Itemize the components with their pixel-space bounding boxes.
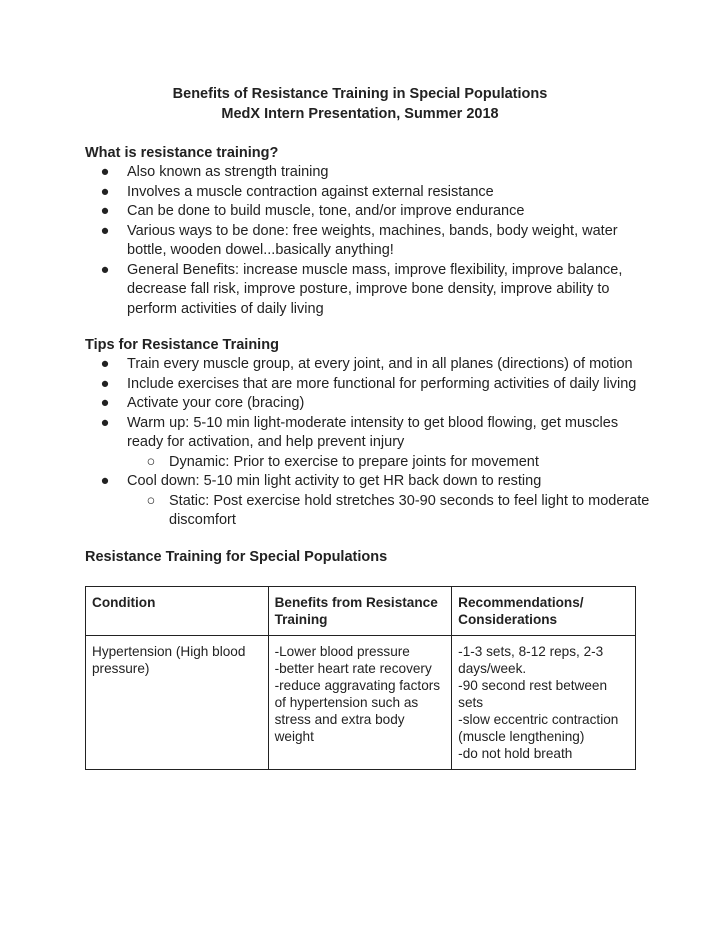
list-item: ● Involves a muscle contraction against external resistance	[85, 183, 645, 203]
column-header-recommendations: Recommendations/ Considerations	[452, 587, 636, 636]
bullet-icon: ●	[100, 261, 110, 278]
sub-list-item: ○ Static: Post exercise hold stretches 30-90 seconds to feel light to moderate discomfort	[146, 492, 650, 528]
list-item: ● Include exercises that are more functional for performing activities of daily living	[85, 375, 655, 395]
cell-recommendations: -1-3 sets, 8-12 reps, 2-3 days/week. -90 second rest between sets -slow eccentric contraction (muscle lengthening) -do not hold breath	[452, 636, 636, 770]
list-item: ● General Benefits: increase muscle mass, improve flexibility, improve balance, decrease fall risk, improve posture, improve bone density, improve ability to perform activities of daily living	[100, 261, 623, 317]
hollow-bullet-icon: ○	[146, 492, 156, 509]
list-item: ● Cool down: 5-10 min light activity to get HR back down to resting ○ Static: Post exercise hold stretches 30-90 seconds to feel light to moderate discomfort	[85, 472, 655, 531]
cell-condition: Hypertension (High blood pressure)	[86, 636, 269, 770]
list-item: ● Train every muscle group, at every joint, and in all planes (directions) of motion	[85, 355, 655, 375]
conditions-table	[85, 586, 636, 770]
column-header-benefits: Benefits from Resistance Training	[268, 587, 452, 636]
bullet-icon: ●	[100, 356, 110, 372]
section-heading: Tips for Resistance Training	[85, 337, 279, 353]
cell-benefits: -Lower blood pressure -better heart rate recovery -reduce aggravating factors of hypertension such as stress and extra body weight	[268, 636, 452, 770]
hollow-bullet-icon: ○	[146, 453, 156, 470]
bullet-icon: ●	[100, 183, 110, 200]
bullet-icon: ●	[100, 203, 110, 219]
list-item: ● Can be done to build muscle, tone, and/or improve endurance	[85, 202, 645, 222]
section-heading: What is resistance training?	[85, 145, 279, 161]
list-item: ● Warm up: 5-10 min light-moderate intensity to get blood flowing, get muscles ready for activation, and help prevent injury ○ Dynamic: Prior to exercise to prepare joints for movement	[85, 414, 655, 473]
title-line-1: Benefits of Resistance Training in Special Populations	[172, 86, 548, 102]
bullet-icon: ●	[100, 164, 110, 180]
table-header-row	[86, 587, 636, 636]
document-title	[0, 84, 720, 124]
section-special-populations	[85, 547, 645, 567]
bullet-icon: ●	[100, 395, 110, 411]
table-row	[86, 636, 636, 770]
sub-list-item: ○ Dynamic: Prior to exercise to prepare joints for movement	[127, 453, 655, 473]
title-line-2: MedX Intern Presentation, Summer 2018	[221, 106, 499, 122]
bullet-icon: ●	[100, 473, 110, 489]
bullet-icon: ●	[100, 222, 110, 239]
list-item: ● Various ways to be done: free weights, machines, bands, body weight, water bottle, wooden dowel...basically anything!	[100, 222, 618, 258]
section-tips	[85, 335, 655, 531]
section-heading: Resistance Training for Special Populations	[85, 549, 388, 565]
list-item: ● Activate your core (bracing)	[85, 394, 655, 414]
bullet-icon: ●	[100, 414, 110, 431]
bullet-icon: ●	[100, 375, 110, 392]
column-header-condition: Condition	[86, 587, 269, 636]
list-item: ● Also known as strength training	[85, 163, 645, 183]
section-what-is	[85, 143, 645, 319]
